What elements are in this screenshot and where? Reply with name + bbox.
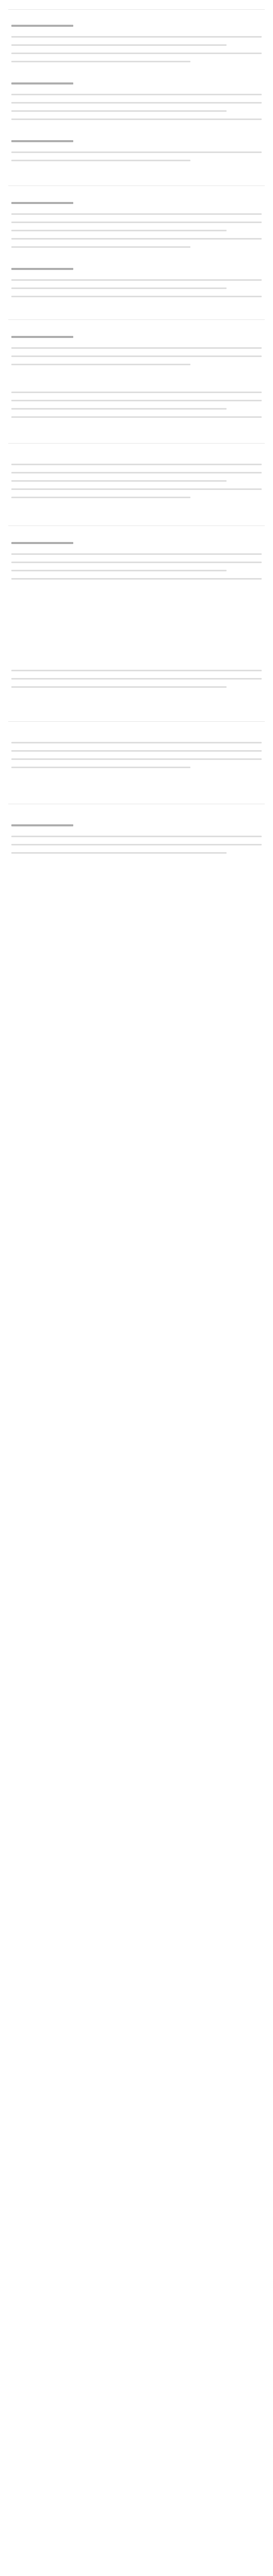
text-line [11, 578, 262, 580]
text-line [11, 416, 262, 418]
text-line [11, 758, 262, 760]
text-line [11, 36, 262, 38]
heading-bar [11, 202, 73, 204]
section-divider [8, 185, 265, 186]
text-line [11, 61, 190, 62]
text-line [11, 118, 262, 120]
text-line [11, 767, 190, 768]
text-line [11, 472, 262, 473]
text-line [11, 670, 262, 671]
heading-bar [11, 268, 73, 270]
text-line [11, 364, 190, 365]
text-line [11, 392, 262, 393]
text-line [11, 570, 227, 571]
text-line [11, 844, 262, 845]
top-divider [8, 9, 265, 10]
text-line [11, 400, 262, 401]
heading-bar [11, 336, 73, 338]
text-line [11, 742, 262, 743]
text-line [11, 562, 262, 563]
section-divider [8, 443, 265, 444]
text-line [11, 480, 227, 482]
heading-bar [11, 824, 73, 826]
text-line [11, 222, 262, 223]
heading-bar [11, 542, 73, 544]
text-line [11, 686, 227, 688]
text-line [11, 213, 262, 215]
text-line [11, 852, 227, 854]
text-line [11, 488, 262, 490]
text-line [11, 246, 190, 248]
text-line [11, 102, 262, 104]
text-line [11, 44, 227, 46]
text-line [11, 750, 262, 752]
text-line [11, 296, 262, 297]
text-line [11, 408, 227, 410]
text-line [11, 836, 262, 837]
text-line [11, 110, 227, 112]
heading-bar [11, 25, 73, 27]
text-line [11, 151, 262, 153]
text-line [11, 238, 262, 240]
section-divider [8, 721, 265, 722]
heading-bar [11, 82, 73, 84]
text-line [11, 287, 227, 289]
text-line [11, 347, 262, 349]
section-divider [8, 319, 265, 320]
text-line [11, 678, 262, 680]
text-line [11, 160, 190, 161]
text-line [11, 279, 262, 281]
text-line [11, 53, 262, 54]
text-line [11, 94, 262, 95]
text-line [11, 230, 227, 231]
text-line [11, 464, 262, 465]
text-line [11, 355, 262, 357]
text-line [11, 553, 262, 555]
heading-bar [11, 140, 73, 142]
text-line [11, 497, 190, 498]
